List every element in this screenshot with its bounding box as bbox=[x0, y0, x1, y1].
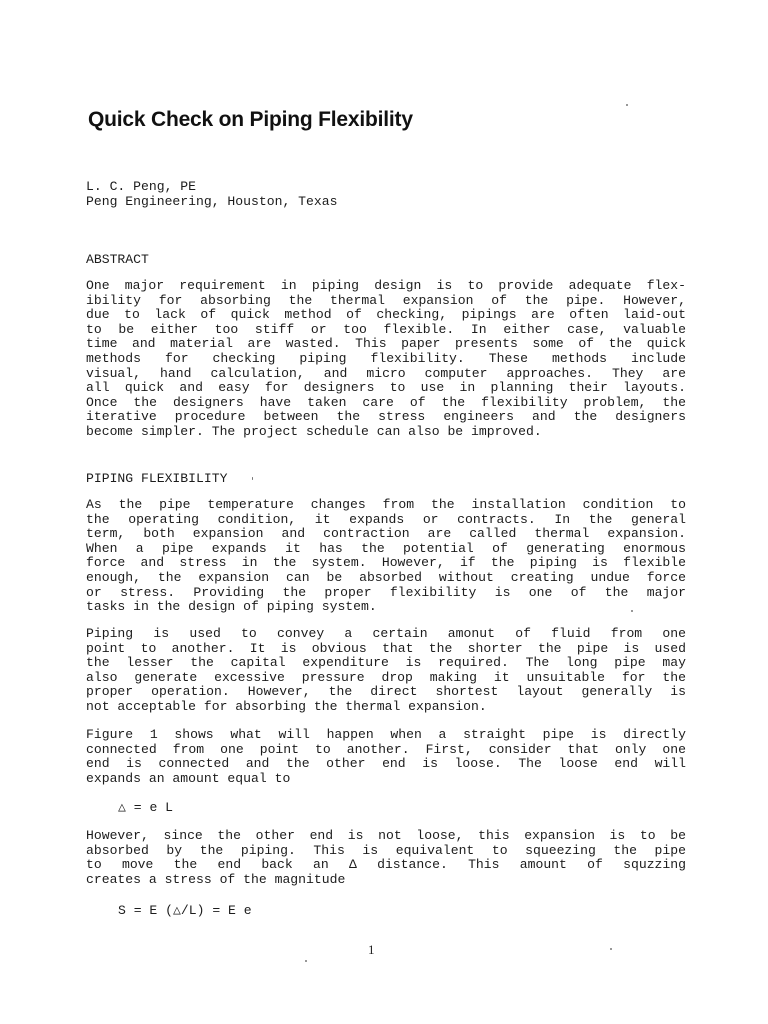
paragraph-1 bbox=[86, 498, 686, 615]
paragraph-2 bbox=[86, 627, 686, 715]
scan-speck bbox=[252, 477, 253, 480]
text-line: absorbed by the piping. This is equivalent to squeezing the pipe bbox=[86, 843, 686, 858]
text-line: point to another. It is obvious that the shorter the pipe is used bbox=[86, 641, 686, 656]
text-line: ibility for absorbing the thermal expansion of the pipe. However, bbox=[86, 293, 686, 308]
text-line: When a pipe expands it has the potential of generating enormous bbox=[86, 541, 686, 556]
text-line: or stress. Providing the proper flexibility is one of the major bbox=[86, 585, 686, 600]
text-line: Figure 1 shows what will happen when a straight pipe is directly bbox=[86, 728, 686, 742]
scan-speck bbox=[610, 948, 612, 950]
equation-expansion: △ = e L bbox=[118, 800, 174, 815]
scan-speck bbox=[305, 960, 307, 962]
text-line: end is connected and the other end is loose. The loose end will bbox=[86, 757, 686, 772]
text-line: However, since the other end is not loose, this expansion is to be bbox=[86, 829, 686, 843]
scan-speck bbox=[626, 104, 628, 106]
author-affiliation: Peng Engineering, Houston, Texas bbox=[86, 193, 338, 209]
text-line: methods for checking piping flexibility. These methods include bbox=[86, 351, 686, 366]
author-block bbox=[86, 180, 686, 209]
text-line: time and material are wasted. This paper presents some of the quick bbox=[86, 337, 686, 352]
text-line: term, both expansion and contraction are called thermal expansion. bbox=[86, 527, 686, 542]
text-line: iterative procedure between the stress engineers and the designers bbox=[86, 410, 686, 425]
text-line: due to lack of quick method of checking, pipings are often laid-out bbox=[86, 308, 686, 323]
text-line: become simpler. The project schedule can also be improved. bbox=[86, 423, 542, 439]
text-line: to be either too stiff or too flexible. In either case, valuable bbox=[86, 322, 686, 337]
paper-title: Quick Check on Piping Flexibility bbox=[88, 108, 413, 131]
abstract-heading: ABSTRACT bbox=[86, 252, 149, 267]
text-line: the operating condition, it expands or contracts. In the general bbox=[86, 512, 686, 527]
text-line: expands an amount equal to bbox=[86, 770, 291, 786]
paragraph-3 bbox=[86, 728, 686, 786]
text-line: Once the designers have taken care of the flexibility problem, the bbox=[86, 395, 686, 410]
text-line: force and stress in the system. However, if the piping is flexible bbox=[86, 556, 686, 571]
text-line: tasks in the design of piping system. bbox=[86, 599, 377, 615]
text-line: the lesser the capital expenditure is required. The long pipe may bbox=[86, 656, 686, 671]
text-line: Piping is used to convey a certain amonut of fluid from one bbox=[86, 627, 686, 641]
piping-flexibility-heading: PIPING FLEXIBILITY bbox=[86, 471, 228, 486]
text-line: As the pipe temperature changes from the installation condition to bbox=[86, 498, 686, 512]
text-line: connected from one point to another. First, consider that only one bbox=[86, 742, 686, 757]
text-line: to move the end back an Δ distance. This amount of squzzing bbox=[86, 858, 686, 873]
scan-speck bbox=[631, 610, 633, 612]
author-name: L. C. Peng, PE bbox=[86, 179, 197, 194]
text-line: all quick and easy for designers to use in planning their layouts. bbox=[86, 381, 686, 396]
text-line: creates a stress of the magnitude bbox=[86, 871, 346, 887]
abstract-paragraph bbox=[86, 279, 686, 440]
text-line: also generate excessive pressure drop making it unsuitable for the bbox=[86, 670, 686, 685]
text-line: proper operation. However, the direct shortest layout generally is bbox=[86, 685, 686, 700]
paragraph-4 bbox=[86, 829, 686, 887]
text-line: not acceptable for absorbing the thermal expansion. bbox=[86, 698, 487, 714]
text-line: visual, hand calculation, and micro computer approaches. They are bbox=[86, 366, 686, 381]
page-number: 1 bbox=[368, 942, 375, 957]
equation-stress: S = E (△/L) = E e bbox=[118, 903, 252, 918]
text-line: One major requirement in piping design is to provide adequate flex- bbox=[86, 279, 686, 293]
text-line: enough, the expansion can be absorbed without creating undue force bbox=[86, 570, 686, 585]
